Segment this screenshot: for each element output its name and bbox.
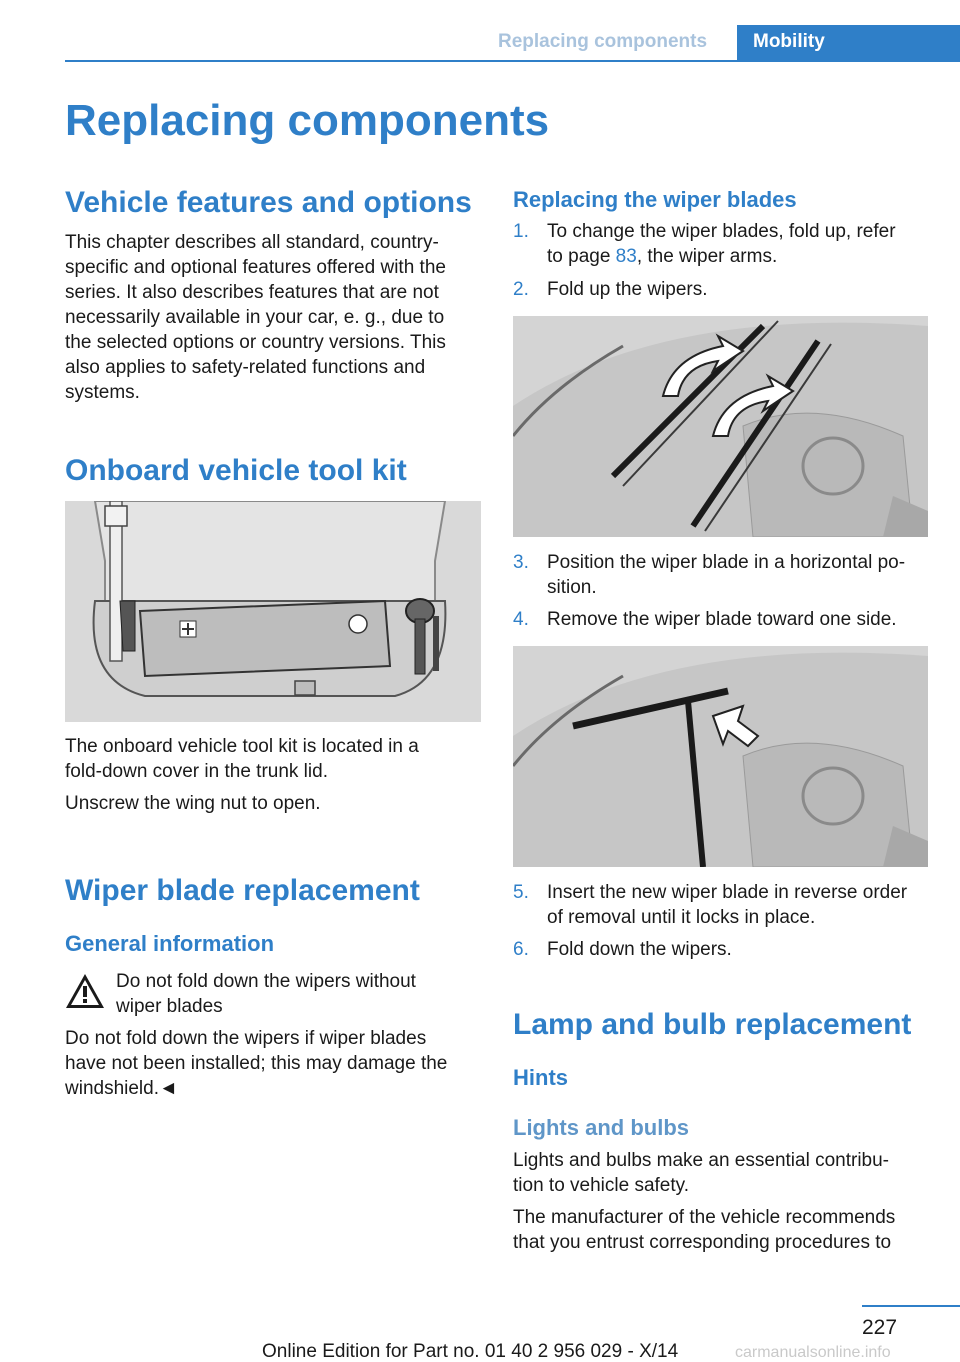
heading-replacing-wiper-blades: Replacing the wiper blades [513,187,797,212]
text-line: Lights and bulbs make an essential contribu- [513,1150,890,1171]
step-5 [513,880,933,930]
step-3 [513,550,933,600]
text-line: Position the wiper blade in a horizontal po- [547,552,906,573]
heading-tool-kit: Onboard vehicle tool kit [65,454,407,487]
step-text [547,277,927,302]
text-line: sition. [547,577,597,598]
step-text [547,550,927,600]
step-text [547,880,927,930]
lights-bulbs-paragraph-1 [513,1148,933,1198]
step-number: 5. [513,882,529,903]
remove-wiper-blade-illustration [513,646,928,867]
text-line: Do not fold down the wipers without [116,971,416,992]
tool-kit-figure [65,501,481,722]
step-4 [513,607,933,632]
warning-triangle-icon [65,972,105,1010]
page-title: Replacing components [65,96,550,145]
heading-lamp-bulb-replacement: Lamp and bulb replacement [513,1008,912,1041]
text-line: have not been installed; this may damage the [65,1053,448,1074]
text-line: tion to vehicle safety. [513,1175,690,1196]
warning-body [65,1026,481,1101]
step-text [547,937,927,962]
warning-title [116,969,481,1019]
text-line: series. It also describes features that are not [65,282,439,303]
vehicle-features-paragraph [65,230,481,405]
heading-wiper-replacement: Wiper blade replacement [65,874,420,907]
text-line: To change the wiper blades, fold up, refer [547,221,896,242]
text-line: Do not fold down the wipers if wiper blades [65,1028,427,1049]
lights-bulbs-paragraph-2 [513,1205,933,1255]
text-line: The manufacturer of the vehicle recommends [513,1207,896,1228]
edition-line: Online Edition for Part no. 01 40 2 956 029 - X/14 [262,1341,679,1362]
step-text [547,219,927,269]
heading-general-information: General information [65,931,275,956]
page-reference-link[interactable]: 83 [615,246,637,267]
tool-kit-instruction: Unscrew the wing nut to open. [65,793,321,814]
running-header-section: Replacing components [498,31,708,52]
step-number: 6. [513,939,529,960]
text-line: The onboard vehicle tool kit is located in a [65,736,419,757]
text-line: of removal until it locks in place. [547,907,816,928]
step-1 [513,219,933,269]
page-number: 227 [862,1316,898,1339]
tool-kit-caption [65,734,481,784]
text-line: specific and optional features offered with the [65,257,446,278]
chapter-tab: Mobility [737,25,960,62]
fold-up-wipers-figure [513,316,928,537]
text-line: windshield.◄ [65,1078,178,1099]
text-line: also applies to safety-related functions and [65,357,426,378]
tool-kit-illustration [65,501,481,722]
watermark: carmanualsonline.info [735,1344,891,1361]
text-line: necessarily available in your car, e. g., due to [65,307,445,328]
text-line: Fold down the wipers. [547,939,732,960]
heading-hints: Hints [513,1065,568,1090]
footer-rule [862,1305,960,1307]
text-line: Remove the wiper blade toward one side. [547,609,897,630]
text-fragment: , the wiper arms. [636,246,778,267]
text-line: the selected options or country versions. This [65,332,446,353]
text-line: Insert the new wiper blade in reverse order [547,882,908,903]
text-fragment: to page [547,246,616,267]
step-text [547,607,927,632]
step-number: 3. [513,552,529,573]
remove-wiper-blade-figure [513,646,928,867]
text-line: systems. [65,382,140,403]
heading-lights-and-bulbs: Lights and bulbs [513,1115,689,1140]
text-line: that you entrust corresponding procedures to [513,1232,892,1253]
step-number: 2. [513,279,529,300]
heading-vehicle-features: Vehicle features and options [65,186,472,219]
step-2 [513,277,933,302]
text-line: fold-down cover in the trunk lid. [65,761,328,782]
step-number: 4. [513,609,529,630]
text-line: wiper blades [116,996,223,1017]
text-line: Fold up the wipers. [547,279,708,300]
fold-up-wipers-illustration [513,316,928,537]
text-line: This chapter describes all standard, country- [65,232,439,253]
step-6 [513,937,933,962]
text-line [547,244,927,269]
header-rule [65,60,960,62]
step-number: 1. [513,221,529,242]
